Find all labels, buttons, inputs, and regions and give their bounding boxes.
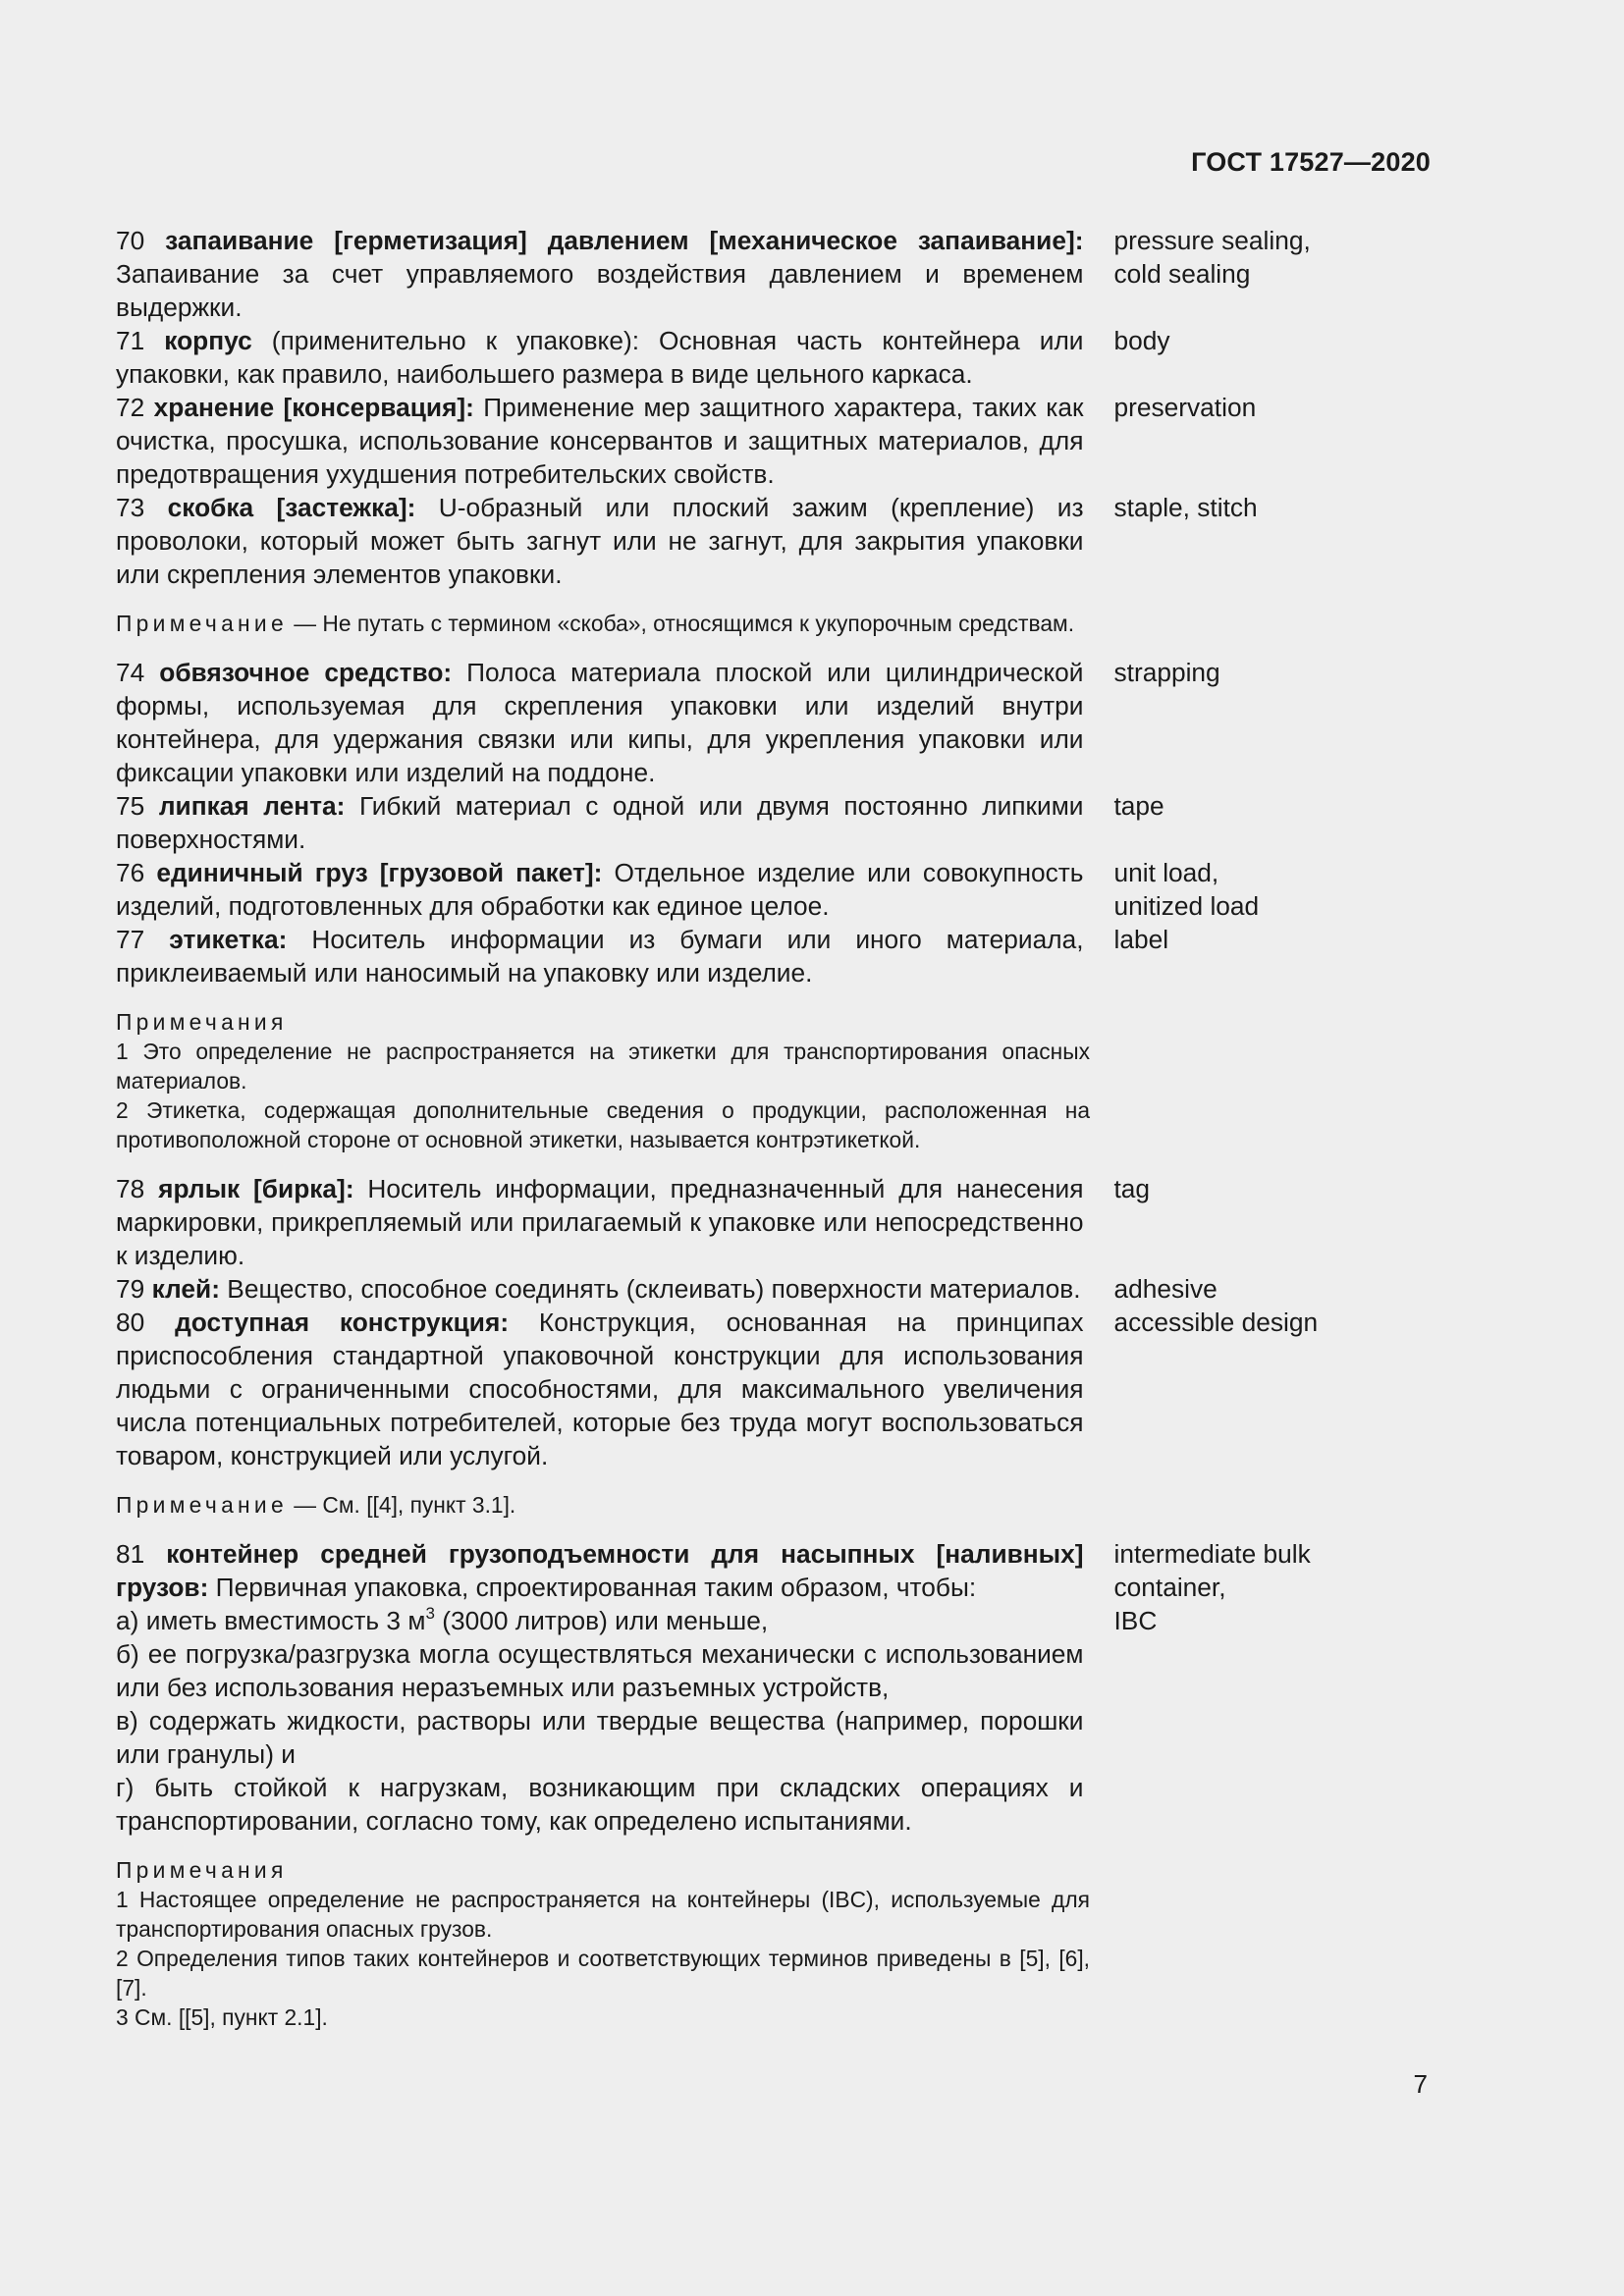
term-definition — [116, 491, 1084, 591]
note-80 — [116, 1490, 1090, 1520]
page-number: 7 — [1413, 2069, 1428, 2099]
term-definition — [116, 656, 1084, 789]
note-77 — [116, 1007, 1090, 1154]
term-text: Отдельное изделие или совокупность изделий, подготовленных для обработки как единое целое. — [116, 858, 1084, 921]
term-name: клей: — [151, 1274, 220, 1304]
term-text: Первичная упаковка, спроектированная таким образом, чтобы: — [208, 1573, 977, 1602]
term-name: хранение [консервация]: — [153, 393, 474, 422]
english-equivalent: strapping — [1113, 658, 1220, 687]
note-item: 2 Этикетка, содержащая дополнительные сведения о продукции, расположенная на противоположной стороне от основной этикетки, называется контрэтикеткой. — [116, 1097, 1090, 1152]
list-item-a-text: а) иметь вместимость 3 м — [116, 1606, 426, 1635]
english-equivalent: accessible design — [1113, 1308, 1319, 1337]
term-definition — [116, 391, 1084, 491]
english-equivalent: adhesive — [1113, 1274, 1218, 1304]
english-equivalent: staple, stitch — [1113, 493, 1258, 522]
term-number: 73 — [116, 493, 145, 522]
english-equivalent: tape — [1113, 791, 1164, 821]
term-number: 81 — [116, 1539, 145, 1569]
term-name: запаивание [герметизация] давлением [механическое запаивание]: — [165, 226, 1084, 255]
term-number: 78 — [116, 1174, 145, 1203]
term-number: 79 — [116, 1274, 145, 1304]
term-number: 76 — [116, 858, 145, 887]
term-entry-74 — [116, 656, 1338, 789]
english-equivalent: tag — [1113, 1174, 1151, 1203]
note-item: 1 Настоящее определение не распространяется на контейнеры (IBC), используемые для транспортирования опасных грузов. — [116, 1887, 1090, 1942]
term-entry-81 — [116, 1537, 1338, 1838]
superscript: 3 — [425, 1604, 435, 1623]
term-number: 77 — [116, 925, 145, 954]
english-equivalent: unit load, unitized load — [1113, 858, 1260, 921]
note-label: Примечание — [116, 1492, 288, 1518]
note-item: 2 Определения типов таких контейнеров и соответствующих терминов приведены в [5], [6], [7]. — [116, 1946, 1090, 2001]
term-number: 70 — [116, 226, 145, 255]
term-definition — [116, 224, 1084, 324]
term-name: ярлык [бирка]: — [158, 1174, 354, 1203]
term-text: Запаивание за счет управляемого воздействия давлением и временем выдержки. — [116, 259, 1084, 322]
term-name: единичный груз [грузовой пакет]: — [156, 858, 603, 887]
term-text: Носитель информации, предназначенный для нанесения маркировки, прикрепляемый или прилагаемый к упаковке или непосредственно к изделию. — [116, 1174, 1084, 1270]
term-name: обвязочное средство: — [159, 658, 453, 687]
term-number: 75 — [116, 791, 145, 821]
term-definition — [116, 789, 1084, 856]
term-definition — [116, 324, 1084, 391]
list-item-b: б) ее погрузка/разгрузка могла осуществляться механически с использованием или без использования неразъемных или разъемных устройств, — [116, 1639, 1084, 1702]
term-number: 71 — [116, 326, 145, 355]
note-73 — [116, 609, 1090, 638]
terms-list — [116, 224, 1338, 2050]
term-name: скобка [застежка]: — [167, 493, 416, 522]
list-item-a-tail: (3000 литров) или меньше, — [434, 1606, 769, 1635]
term-text: Гибкий материал с одной или двумя постоянно липкими поверхностями. — [116, 791, 1084, 854]
term-name: липкая лента: — [158, 791, 346, 821]
term-name: доступная конструкция: — [175, 1308, 510, 1337]
list-item-d: г) быть стойкой к нагрузкам, возникающим при складских операциях и транспортировании, согласно тому, как определено испытаниями. — [116, 1773, 1084, 1836]
term-number: 80 — [116, 1308, 145, 1337]
term-number: 72 — [116, 393, 145, 422]
term-text: Вещество, способное соединять (склеивать) поверхности материалов. — [219, 1274, 1081, 1304]
term-entry-78 — [116, 1172, 1338, 1272]
note-81 — [116, 1855, 1090, 2032]
term-text: Полоса материала плоской или цилиндрической формы, используемая для скрепления упаковки или изделий внутри контейнера, для удержания связки или кипы, для укрепления упаковки или фиксации упаковки или изделий на поддоне. — [116, 658, 1084, 787]
english-equivalent: body — [1113, 326, 1170, 355]
term-name: этикетка: — [169, 925, 288, 954]
note-label: Примечание — [116, 611, 288, 636]
english-equivalent: intermediate bulk container, IBC — [1113, 1539, 1311, 1635]
term-entry-75 — [116, 789, 1338, 856]
term-name: корпус — [164, 326, 252, 355]
note-label: Примечания — [116, 1857, 288, 1883]
term-number: 74 — [116, 658, 145, 687]
term-entry-72 — [116, 391, 1338, 491]
note-text: — Не путать с термином «скоба», относящимся к укупорочным средствам. — [287, 611, 1075, 636]
term-entry-79 — [116, 1272, 1338, 1306]
term-text: (применительно к упаковке): Основная часть контейнера или упаковки, как правило, наибольшего размера в виде цельного каркаса. — [116, 326, 1084, 389]
list-item-c: в) содержать жидкости, растворы или твердые вещества (например, порошки или гранулы) и — [116, 1706, 1084, 1769]
term-entry-71 — [116, 324, 1338, 391]
note-label: Примечания — [116, 1009, 288, 1035]
term-definition — [116, 856, 1084, 923]
term-text: U-образный или плоский зажим (крепление) из проволоки, который может быть загнут или не загнут, для закрытия упаковки или скрепления элементов упаковки. — [116, 493, 1084, 589]
note-item: 3 См. [[5], пункт 2.1]. — [116, 2004, 328, 2030]
term-entry-70 — [116, 224, 1338, 324]
note-item: 1 Это определение не распространяется на этикетки для транспортирования опасных материалов. — [116, 1039, 1090, 1094]
english-equivalent: preservation — [1113, 393, 1257, 422]
english-equivalent: pressure sealing, cold sealing — [1113, 226, 1311, 289]
term-entry-76 — [116, 856, 1338, 923]
term-name: контейнер средней грузоподъемности для насыпных [наливных] грузов: — [116, 1539, 1084, 1602]
term-definition — [116, 1172, 1084, 1272]
english-equivalent: label — [1113, 925, 1169, 954]
term-definition — [116, 923, 1084, 989]
term-text: Конструкция, основанная на принципах приспособления стандартной упаковочной конструкции для использования людьми с ограниченными способностями, для максимального увеличения числа потенциальных потребителей, которые без труда могут воспользоваться товаром, конструкцией или услугой. — [116, 1308, 1084, 1470]
term-definition — [116, 1306, 1084, 1472]
document-standard-number: ГОСТ 17527—2020 — [1191, 147, 1431, 177]
note-text: — См. [[4], пункт 3.1]. — [287, 1492, 516, 1518]
term-entry-73 — [116, 491, 1338, 591]
term-text: Применение мер защитного характера, таких как очистка, просушка, использование консервантов и защитных материалов, для предотвращения ухудшения потребительских свойств. — [116, 393, 1084, 489]
term-definition — [116, 1537, 1084, 1838]
term-entry-80 — [116, 1306, 1338, 1472]
term-entry-77 — [116, 923, 1338, 989]
term-definition — [116, 1272, 1084, 1306]
list-item-a — [116, 1604, 1084, 1637]
term-text: Носитель информации из бумаги или иного материала, приклеиваемый или наносимый на упаковку или изделие. — [116, 925, 1084, 988]
